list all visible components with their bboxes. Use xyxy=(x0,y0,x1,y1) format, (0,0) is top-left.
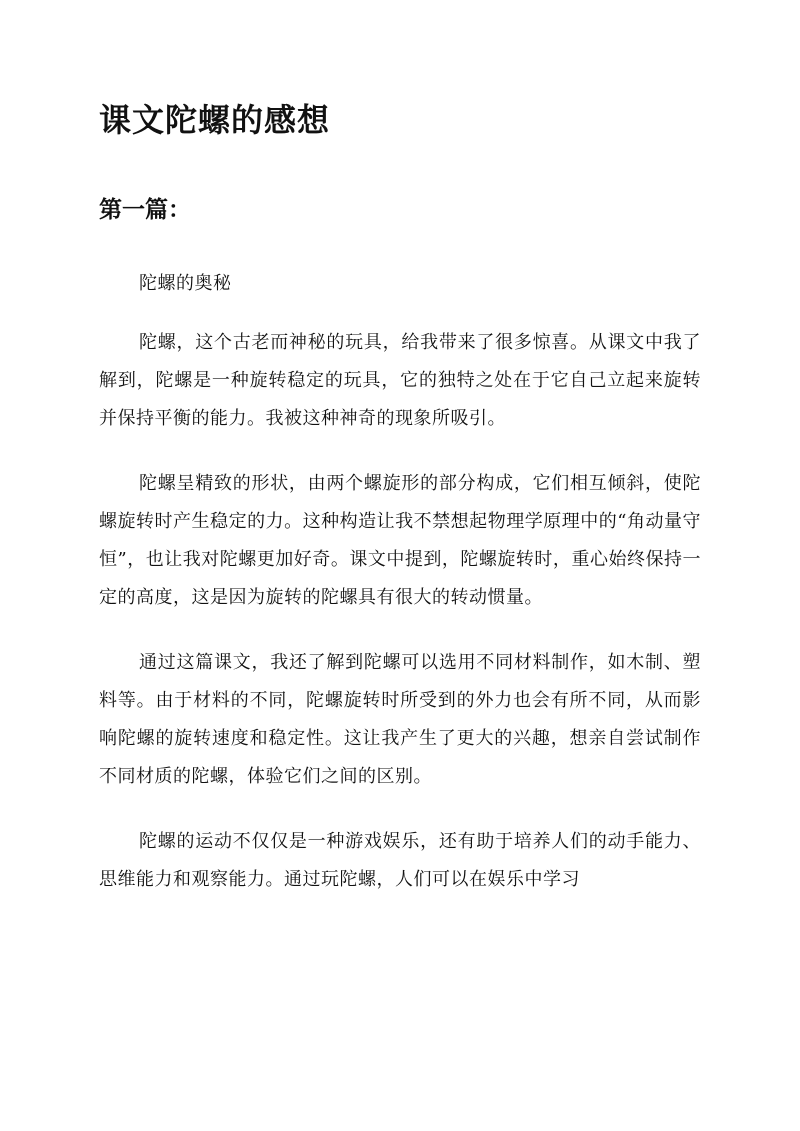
section-heading: 第一篇： xyxy=(99,196,191,223)
document-body xyxy=(99,265,701,899)
article-subtitle: 陀螺的奥秘 xyxy=(139,273,232,294)
paragraph: 陀螺呈精致的形状，由两个螺旋形的部分构成，它们相互倾斜，使陀螺旋转时产生稳定的力。这种构造让我不禁想起物理学原理中的“角动量守恒”，也让我对陀螺更加好奇。课文中提到，陀螺旋转时，重心始终保持一定的高度，这是因为旋转的陀螺具有很大的转动惯量。 xyxy=(99,473,701,608)
paragraph: 陀螺，这个古老而神秘的玩具，给我带来了很多惊喜。从课文中我了解到，陀螺是一种旋转稳定的玩具，它的独特之处在于它自己立起来旋转并保持平衡的能力。我被这种神奇的现象所吸引。 xyxy=(99,332,701,429)
document-title: 课文陀螺的感想 xyxy=(99,101,331,139)
paragraph: 通过这篇课文，我还了解到陀螺可以选用不同材料制作，如木制、塑料等。由于材料的不同，陀螺旋转时所受到的外力也会有所不同，从而影响陀螺的旋转速度和稳定性。这让我产生了更大的兴趣，想亲自尝试制作不同材质的陀螺，体验它们之间的区别。 xyxy=(99,652,701,787)
paragraph: 陀螺的运动不仅仅是一种游戏娱乐，还有助于培养人们的动手能力、思维能力和观察能力。通过玩陀螺，人们可以在娱乐中学习 xyxy=(99,831,701,890)
